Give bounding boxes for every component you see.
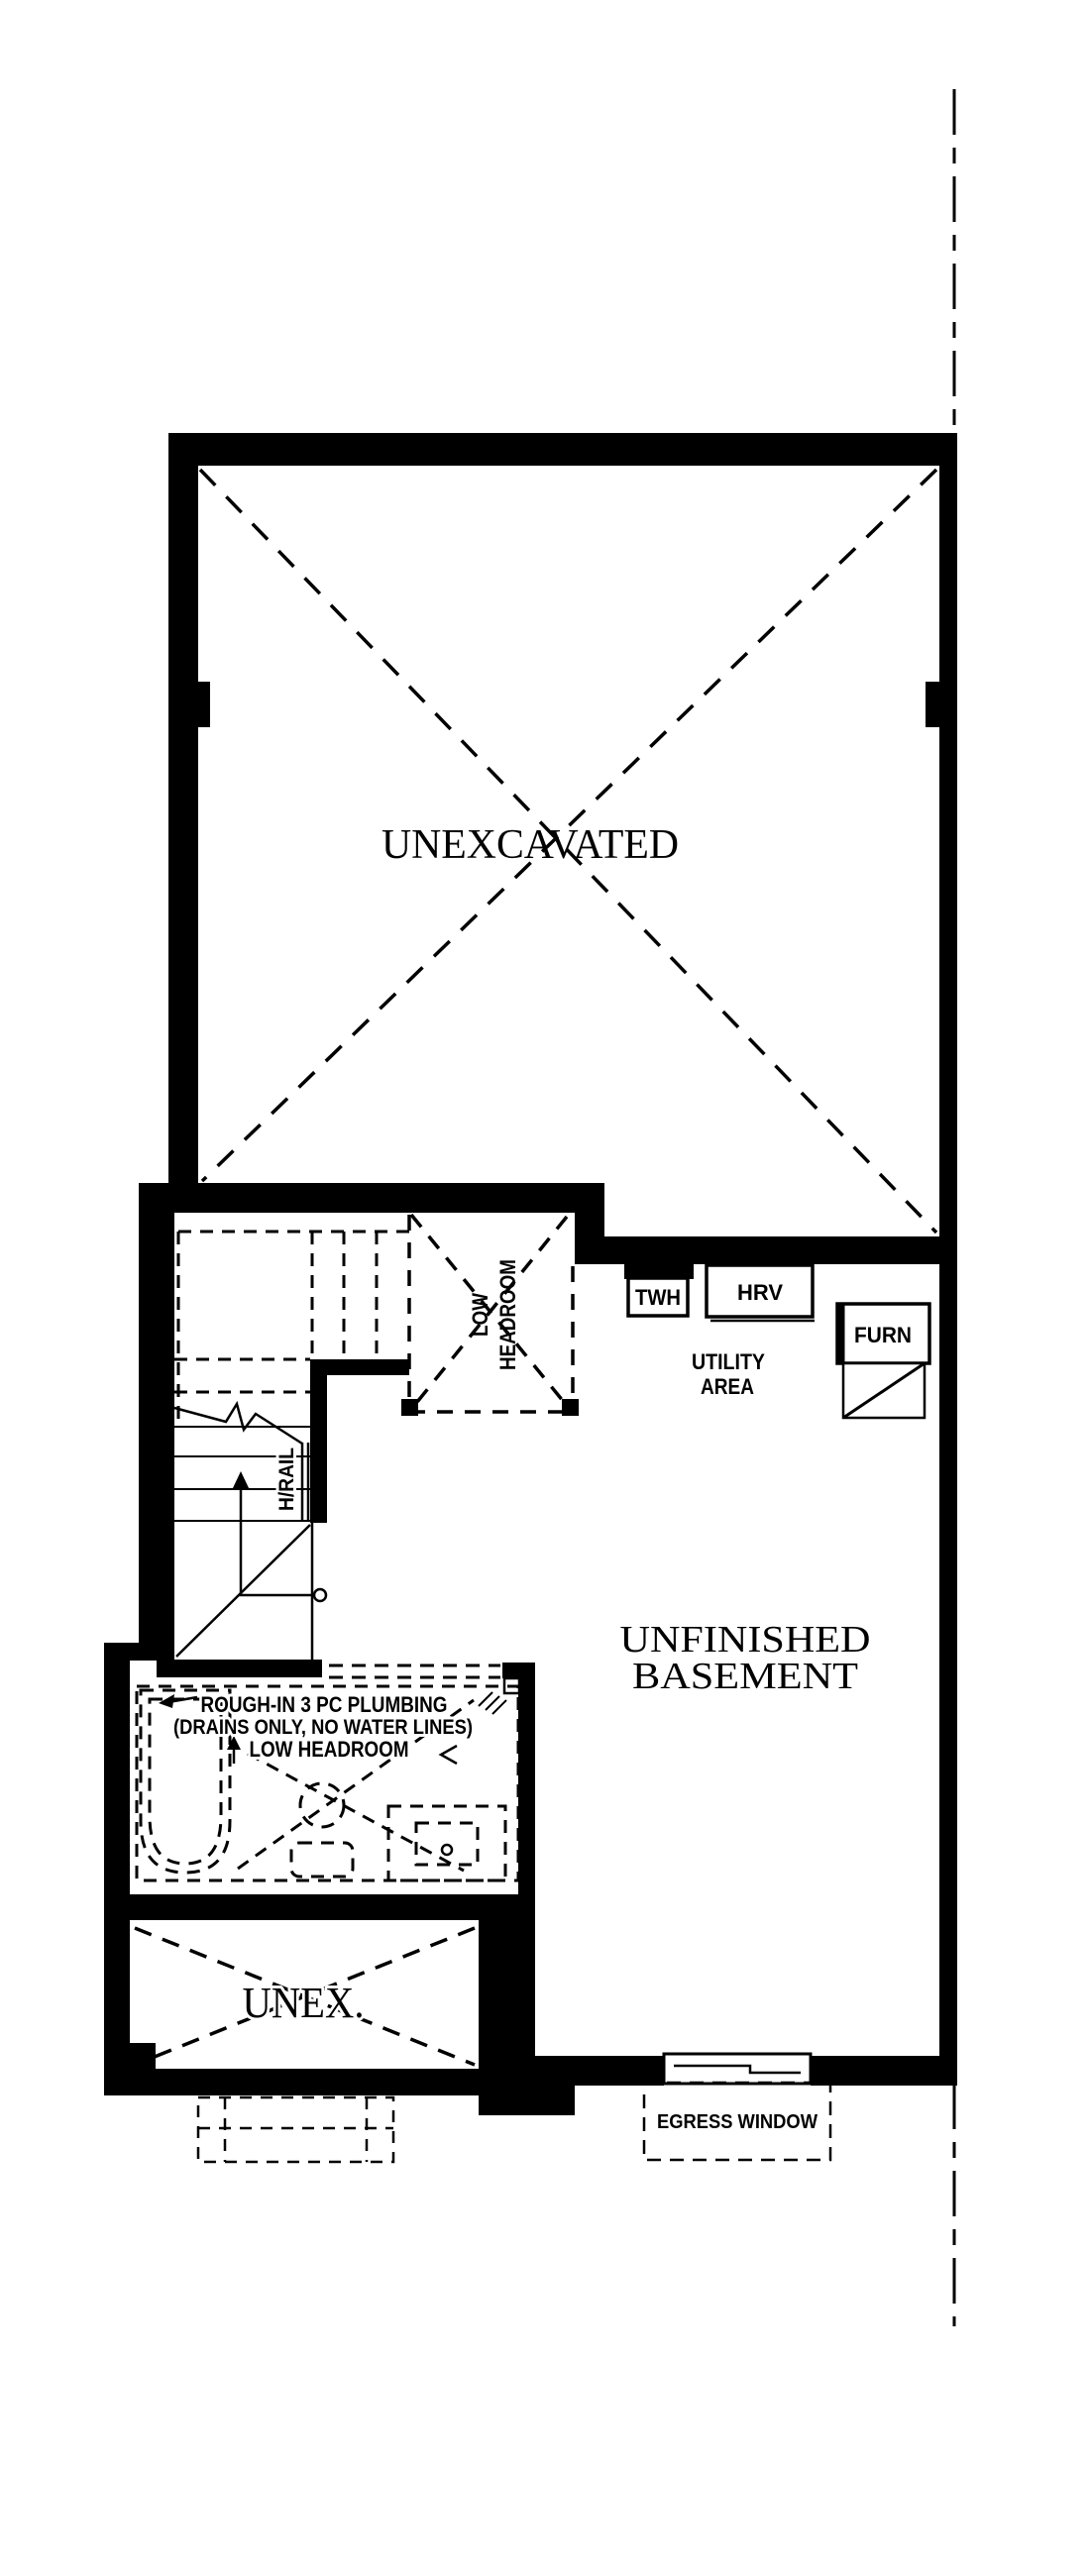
toilet-tank	[291, 1843, 353, 1877]
wall-unex-top	[104, 1894, 535, 1920]
label-headroom: HEADROOM	[495, 1240, 520, 1370]
label-plumbing-line2: (DRAINS ONLY, NO WATER LINES)	[173, 1716, 473, 1739]
wall-top	[168, 433, 957, 466]
post-hatch-marks	[479, 1692, 506, 1714]
pilaster-unex	[130, 2043, 156, 2069]
toilet-bowl	[300, 1783, 344, 1827]
label-unexcavated: UNEXCAVATED	[382, 822, 679, 868]
label-utility-line1: UTILITY	[692, 1349, 766, 1374]
furnace-box	[837, 1304, 929, 1418]
walls	[104, 433, 957, 2115]
wall-unex-bottom	[104, 2069, 479, 2095]
plumbing-cross-2	[248, 1754, 464, 1871]
label-unex: UNEX.	[242, 1979, 365, 2027]
label-furn: FURN	[854, 1323, 912, 1347]
label-twh: TWH	[635, 1285, 681, 1310]
label-hrail: H/RAIL	[275, 1442, 298, 1511]
wall-bottom-right-segment	[811, 2056, 957, 2086]
wall-plumbing-right	[518, 1663, 535, 1917]
wall-left-upper	[168, 433, 198, 1185]
label-hrv: HRV	[737, 1280, 784, 1305]
pilaster-right	[926, 682, 939, 727]
label-unfinished: UNFINISHED	[619, 1619, 871, 1661]
wall-block-foot	[479, 2086, 575, 2115]
wall-stair-vertical	[310, 1359, 327, 1523]
wall-band-lower	[575, 1236, 957, 1264]
label-basement: BASEMENT	[632, 1656, 858, 1697]
label-plumbing-line3: LOW HEADROOM	[249, 1737, 409, 1762]
label-plumbing-line1: ROUGH-IN 3 PC PLUMBING	[200, 1692, 448, 1717]
shower-drain	[442, 1845, 452, 1855]
label-low: LOW	[468, 1285, 492, 1337]
pilaster-left	[196, 682, 210, 727]
egress-window-symbol	[664, 2054, 811, 2084]
wall-left-mid	[139, 1183, 174, 1661]
wall-stair-bottom	[157, 1660, 322, 1677]
stairs-above-dashed	[174, 1232, 409, 1424]
shower-outline	[388, 1806, 505, 1880]
post-header	[502, 1663, 520, 1678]
steps-dashed	[198, 2097, 393, 2162]
wall-bottom-left-segment	[518, 2056, 664, 2086]
label-utility-line2: AREA	[701, 1374, 755, 1399]
stair-break-line	[174, 1404, 312, 1660]
wall-band-upper	[139, 1183, 604, 1213]
wall-left-lower	[104, 1643, 130, 2095]
landing-header	[329, 1665, 500, 1677]
label-egress-window: EGRESS WINDOW	[657, 2111, 818, 2133]
stair-handrail	[302, 1443, 308, 1521]
